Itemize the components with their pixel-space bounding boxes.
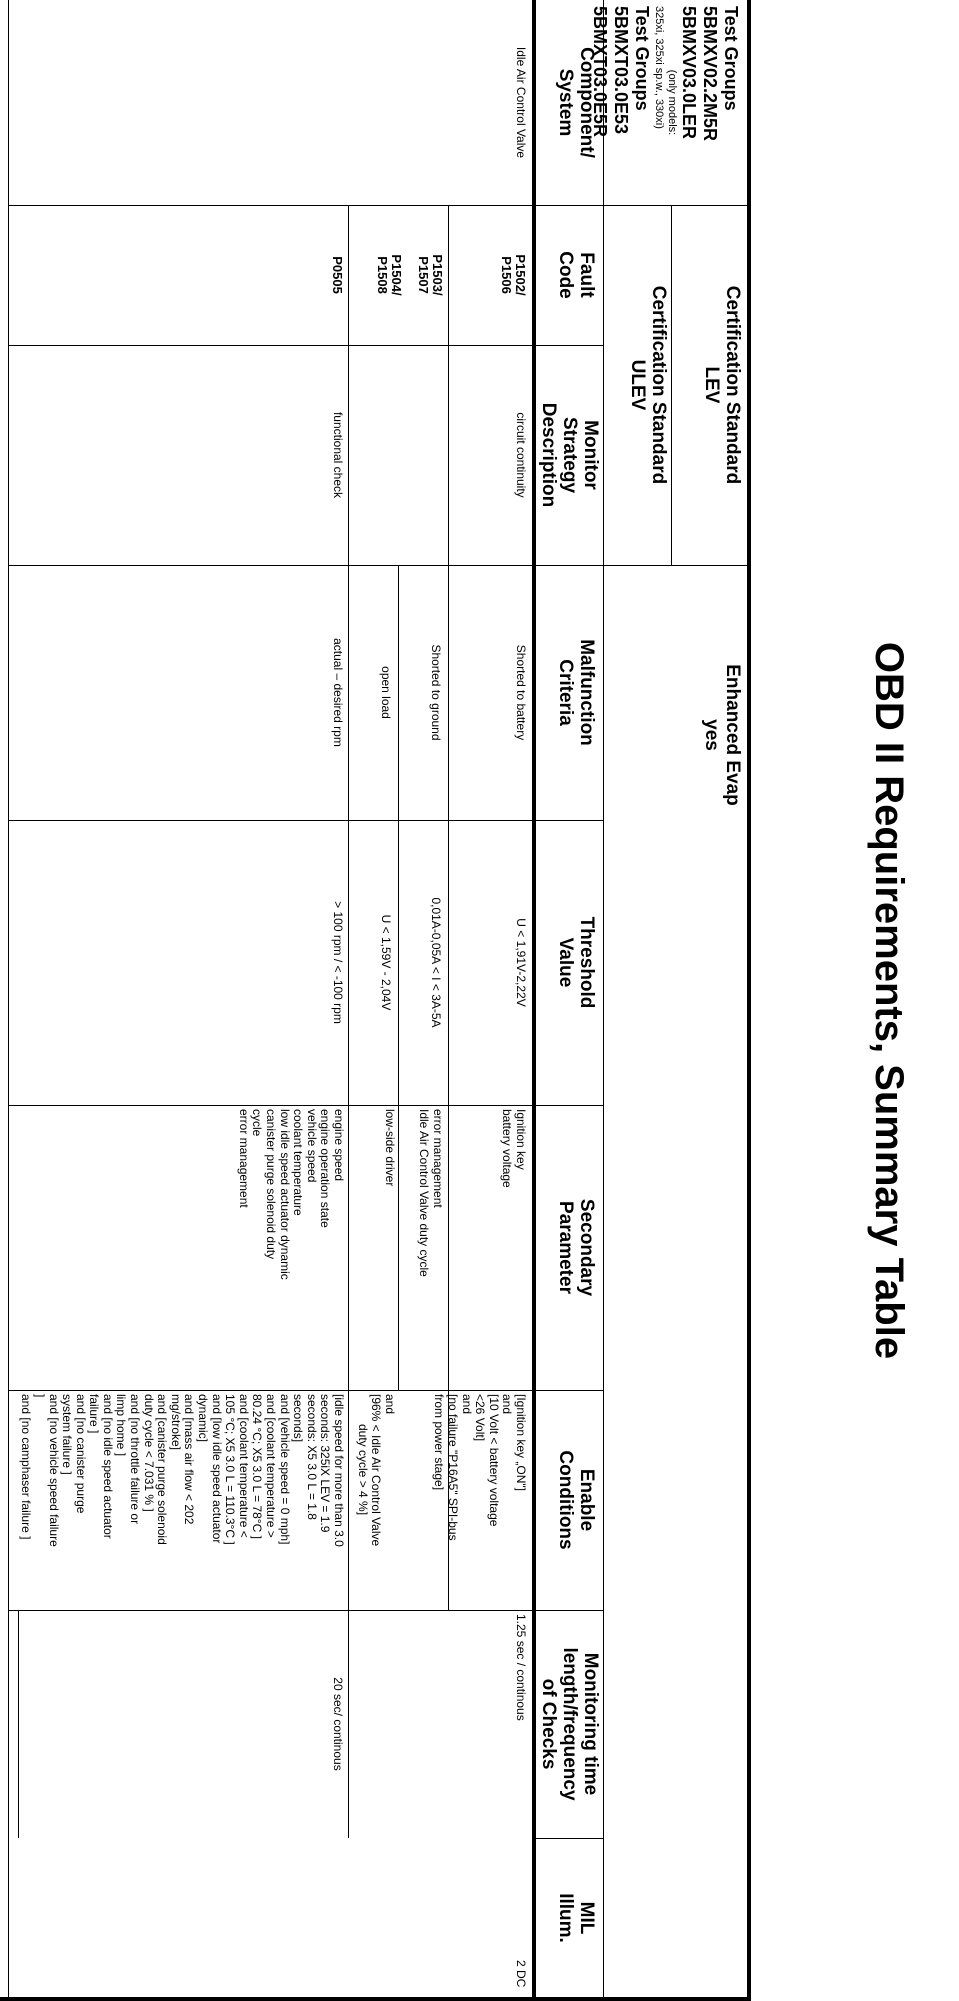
monitor-row1: circuit continuity	[514, 412, 528, 498]
cert-ulev-value: ULEV	[627, 359, 648, 411]
cert-lev-value: LEV	[701, 366, 722, 404]
fault-code-row1: P1502/ P1506	[499, 254, 528, 296]
secondary-row2: error management Idle Air Control Valve duty cycle	[417, 1109, 445, 1277]
hdr-divider	[534, 205, 604, 206]
col-header-enable: Enable Conditions	[555, 1450, 597, 1550]
col-header-fault-code: Fault Code	[555, 251, 597, 299]
enable-row1: [Ignition key „ON"] and [10 Volt < battery voltage <26 Volt] and [no failure "P16A5" SPI-bus from power stage]	[432, 1394, 528, 1541]
malfunction-row3: open load	[379, 666, 393, 719]
body-divider	[9, 1390, 534, 1391]
enable-row3: and [96% < Idle Air Control Valve duty cycle > 4 %]	[355, 1394, 397, 1547]
fault-code-row3: P1504/ P1508	[375, 254, 404, 296]
body-divider	[9, 1105, 534, 1106]
col-header-component: Component/ System	[555, 47, 597, 158]
secondary-row3: low-side driver	[383, 1109, 397, 1187]
test-groups-lev-title: Test Groups	[721, 6, 741, 111]
cert-ulev-label: Certification Standard	[648, 285, 669, 485]
threshold-row2: 0,01A-0,05A < I < 3A-5A	[429, 897, 443, 1028]
info-divider-cert	[671, 205, 672, 565]
component-name: Idle Air Control Valve	[514, 46, 528, 159]
secondary-row4: engine speed engine operation state vehicle speed coolant temperature low idle speed actuator dynamic canister purge solenoid duty cycle error management	[236, 1109, 346, 1280]
hdr-divider	[534, 1610, 604, 1611]
test-group-ulev-2: 5BMXT03.0E5R	[590, 6, 610, 138]
secondary-row1: Ignition key battery voltage	[500, 1109, 528, 1188]
hdr-divider	[534, 1838, 604, 1839]
info-divider-2	[671, 565, 749, 566]
body-divider	[9, 345, 534, 346]
frame-top-border	[747, 0, 751, 2001]
hdr-divider	[534, 345, 604, 346]
test-group-lev-2: 5BMXV03.0LER	[679, 6, 699, 140]
hdr-divider	[534, 1390, 604, 1391]
threshold-row1: U < 1,91V-2,22V	[514, 918, 528, 1007]
mil-row1: 2 DC	[514, 1960, 528, 1988]
test-groups-ulev-title: Test Groups	[632, 6, 652, 111]
col-header-threshold: Threshold Value	[555, 916, 597, 1009]
hdr-divider	[534, 820, 604, 821]
test-groups-block	[590, 0, 749, 205]
body-divider	[9, 820, 534, 821]
body-divider	[9, 205, 534, 206]
hdr-divider	[534, 565, 672, 566]
fault-code-row4: P0505	[330, 256, 345, 294]
malfunction-row4: actual – desired rpm	[331, 638, 345, 747]
col-header-monitor-strategy: Monitor Strategy Description	[538, 402, 601, 508]
header-top-line	[603, 0, 604, 2001]
body-divider	[9, 1610, 534, 1611]
cert-standard-ulev	[627, 205, 669, 565]
malfunction-row1: Shorted to battery	[514, 644, 528, 741]
test-group-lev-1: 5BMXV02.2M5R	[700, 6, 720, 142]
info-divider-1	[604, 205, 749, 206]
cert-standard-lev	[701, 205, 743, 565]
evap-value: yes	[701, 719, 722, 751]
time-bottom	[18, 1610, 19, 1838]
test-group-ulev-1: 5BMXT03.0E53	[611, 6, 631, 135]
enhanced-evap	[701, 565, 743, 905]
cert-lev-label: Certification Standard	[722, 285, 743, 485]
threshold-row3: U < 1,59V - 2,04V	[379, 914, 393, 1011]
threshold-row4: > 100 rpm / < -100 rpm	[331, 901, 345, 1024]
monitoring-time-row1: 1.25 sec / continous	[514, 1614, 528, 1721]
row-divider-2	[398, 565, 399, 1390]
body-divider	[9, 565, 534, 566]
fault-code-row2: P1503/ P1507	[416, 254, 445, 296]
time-divider	[348, 1610, 349, 1838]
row-divider-3	[348, 205, 349, 1610]
frame-right-border	[0, 1997, 751, 2001]
table-bottom-line	[8, 0, 9, 2001]
monitoring-time-row4: 20 sec/ continous	[331, 1677, 345, 1771]
malfunction-row2: Shorted to ground	[429, 644, 443, 741]
col-header-malfunction: Malfunction Criteria	[555, 639, 597, 746]
col-header-mil: MIL Illum.	[555, 1893, 597, 1943]
monitor-row4: functional check	[331, 411, 345, 499]
test-group-note-2: 325xi, 325xi sp.w., 330xi)	[653, 6, 665, 129]
enable-row4: [idle speed for more than 3.0 seconds: 325iX LEV = 1.9 seconds: X5 3.0 L = 1.8 seconds] and [vehicle speed = 0 mph] and [coolant temperature > 80.24 °C; X5 3.0 L = 78°C ] and [coolant temperature < 105 °C; X5 3.0 L = 110.3°C ] and [low idle speed actuator dynamic] and [mass air flow < 202 mg/stroke] and [canister purge solenoid duty cycle < 7.031 % ] and [no throttle failure or limp home ] and [no idle speed actuator failure ] and [no canister purge system failure ] and [no vehicle speed failure ] and [no camphaser failure ]	[19, 1394, 346, 1547]
test-group-note-1: (only models:	[666, 69, 678, 136]
page-title: OBD II Requirements, Summary Table	[867, 641, 911, 1360]
col-header-secondary: Secondary Parameter	[555, 1198, 597, 1297]
header-bottom-line	[532, 0, 536, 2001]
evap-label: Enhanced Evap	[722, 664, 743, 806]
col-header-monitoring-time: Monitoring time length/frequency of Checks	[538, 1647, 601, 1801]
hdr-divider	[534, 1105, 604, 1106]
